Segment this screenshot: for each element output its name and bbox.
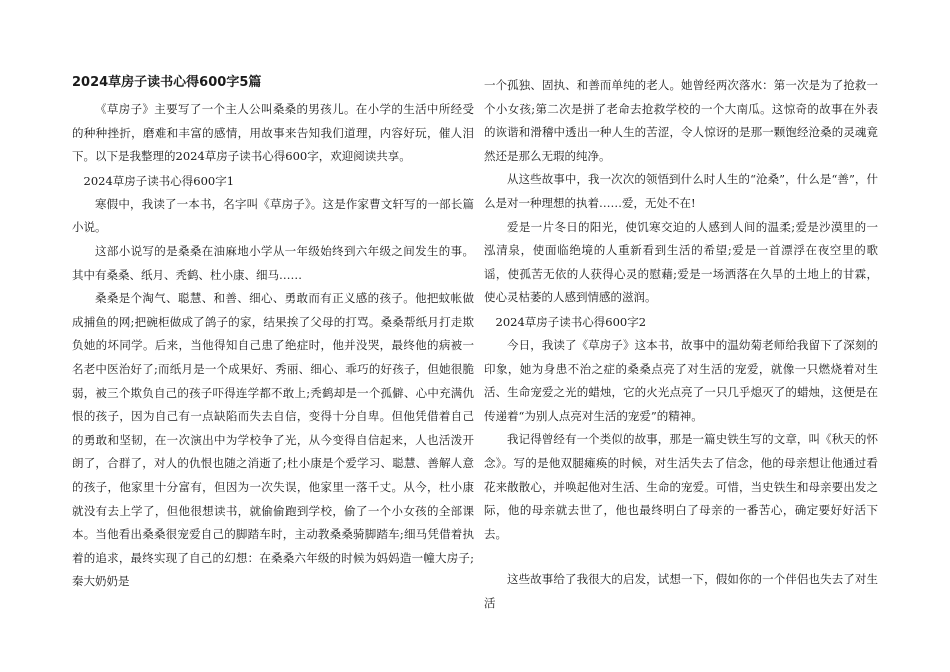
section1-paragraph-3: 桑桑是个淘气、聪慧、和善、细心、勇敢而有正义感的孩子。他把蚊帐做成捕鱼的网;把碗柜做成了鸽子的家，结果挨了父母的打骂。桑桑帮纸月打走欺负她的坏同学。后来，当他得知自己患了绝症时，他并没哭，最终他的病被一名老中医治好了;而纸月是一个成果好、秀丽、细心、乖巧的好孩子，但她很脆弱，被三个欺负自己的孩子吓得连学都不敢上;秃鹤却是一个孤僻、心中充满仇恨的孩子，因为自己有一点缺陷而失去自信，变得十分自卑。但他凭借着自己的勇敢和坚韧，在一次演出中为学校争了光，从今变得自信起来，人也活泼开朗了，合群了，对人的仇恨也随之消逝了;杜小康是个爱学习、聪慧、善解人意的孩子，他家里十分富有，但因为一次失误，他家里一落千丈。从今，杜小康就没有去上学了，但他很想读书，就偷偷跑到学校，偷了一个小女孩的全部课本。当他看出桑桑很宠爱自己的脚踏车时，主动教桑桑骑脚踏车;细马凭借着执着的追求，最终实现了自己的幻想：在桑桑六年级的时候为妈妈造一幢大房子;秦大奶奶是 [72,291,474,589]
section2-paragraph-1: 今日，我读了《草房子》这本书，故事中的温幼菊老师给我留下了深刻的印象，她为身患不治之症的桑桑点亮了对生活的宠爱，就像一只燃烧着对生活、生命宠爱之光的蜡烛，它的火光点亮了一只几乎熄灭了的蜡烛，这便是在传递着“为别人点亮对生活的宠爱”的精神。 [484,337,878,423]
left-column [72,72,474,594]
document-title: 2024草房子读书心得600字5篇 [72,75,262,90]
section2-paragraph-2: 我记得曾经有一个类似的故事，那是一篇史铁生写的文章，叫《秋天的怀念》。写的是他双腿瘫痪的时候，对生活失去了信念，他的母亲想让他通过看花来散散心，并唤起他对生活、生命的宠爱。可惜，当史铁生和母亲要出发之际，他的母亲就去世了，他也最终明白了母亲的一番苦心，确定要好好活下去。 [484,432,878,541]
section2-paragraph-3: 这些故事给了我很大的启发，试想一下，假如你的一个伴侣也失去了对生活 [484,572,878,610]
section1-paragraph-3-continued: 一个孤独、固执、和善而单纯的老人。她曾经两次落水：第一次是为了抢救一个小女孩;第二次是拼了老命去抢救学校的一个大南瓜。这惊奇的故事在外表的诙谐和滑稽中透出一种人生的苦涩，令人惊讶的是那一颗饱经沧桑的灵魂竟然还是那么无瑕的纯净。 [484,78,878,163]
paragraph-gap [484,546,878,568]
section1-heading: 2024草房子读书心得600字1 [83,173,235,188]
section1-paragraph-5: 爱是一片冬日的阳光，使饥寒交迫的人感到人间的温柔;爱是沙漠里的一泓清泉，使面临绝境的人重新看到生活的希望;爱是一首漂浮在夜空里的歌谣，使孤苦无依的人获得心灵的慰藉;爱是一场洒落在久旱的土地上的甘霖，使心灵枯萎的人感到情感的滋润。 [484,219,878,305]
section1-paragraph-4: 从这些故事中，我一次次的领悟到什么时人生的“沧桑”，什么是“善”，什么是对一种理想的执着……爱，无处不在! [484,172,878,210]
section2-heading: 2024草房子读书心得600字2 [495,314,647,329]
right-column [484,74,878,615]
section1-paragraph-1: 寒假中，我读了一本书，名字叫《草房子》。这是作家曹文轩写的一部长篇小说。 [72,196,474,235]
section1-paragraph-2: 这部小说写的是桑桑在油麻地小学从一年级始终到六年级之间发生的事。其中有桑桑、纸月、秃鹤、杜小康、细马…… [72,243,474,282]
intro-paragraph: 《草房子》主要写了一个主人公叫桑桑的男孩儿。在小学的生活中所经受的种种挫折，磨难和丰富的感情，用故事来告知我们道理，内容好玩，催人泪下。以下是我整理的2024草房子读书心得600字，欢迎阅读共享。 [72,102,474,164]
